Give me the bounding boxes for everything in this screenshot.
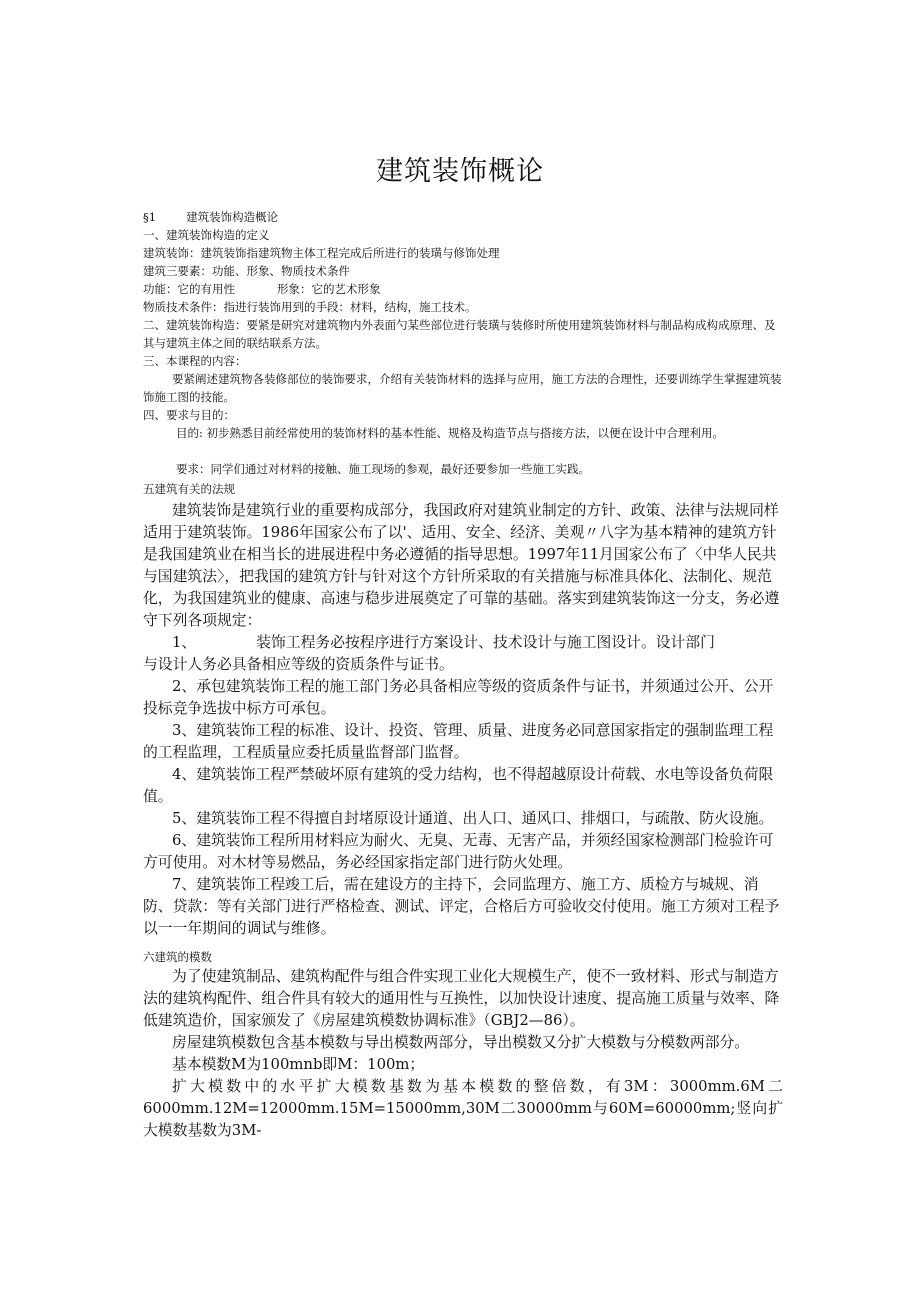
paragraph-9: 四、要求与目的： [143,408,235,422]
section-5-heading: 五建筑有关的法规 [143,482,235,496]
list-item-4: 4、建筑装饰工程严禁破坏原有建筑的受力结构，也不得超越原设计荷载、水电等设备负荷限值。 [143,766,774,805]
modulus-paragraph-2: 房屋建筑模数包含基本模数与导出模数两部分，导出模数又分扩大模数与分模数两部分。 [172,1034,750,1051]
image-text: 形象：它的艺术形象 [277,282,381,296]
section-title: 建筑装饰构造概论 [186,210,279,224]
paragraph-1: 一、建筑装饰构造的定义 [143,228,270,242]
list-item-6: 6、建筑装饰工程所用材料应为耐火、无臭、无毒、无害产品，并须经国家检测部门检验许可方可使用。对木材等易燃品，务必经国家指定部门进行防火处理。 [143,832,774,871]
list-item-7: 7、建筑装饰工程竣工后，需在建设方的主持下，会同监理方、施工方、质检方与城规、消防、贷款：等有关部门进行严格检查、测试、评定，合格后方可验收交付使用。施工方须对工程予以一一年期间的调试与维修。 [143,876,780,937]
list-item-5: 5、建筑装饰工程不得擅自封堵原设计通道、出人口、通风口、排烟口，与疏散、防火设施。 [172,810,774,827]
paragraph-3: 建筑三要素：功能、形象、物质技术条件 [143,264,350,278]
paragraph-4 [143,281,783,299]
law-paragraph: 建筑装饰是建筑行业的重要构成部分，我国政府对建筑业制定的方针、政策、法律与法规同样适用于建筑装饰。1986年国家公布了以'、适用、安全、经济、美观〃八字为基本精神的建筑方针是我国建筑业在相当长的进展进程中务必遵循的指导思想。1997年11月国家公布了〈中华人民共与国建筑法〉，把我国的建筑方针与针对这个方针所采取的有关措施与标准具体化、法制化、规范化，为我国建筑业的健康、高速与稳步进展奠定了可靠的基础。落实到建筑装饰这一分支，务必遵守下列各项规定： [143,502,780,629]
paragraph-5: 物质技术条件：指进行装饰用到的手段：材料，结构，施工技术。 [143,300,477,314]
list-item-3: 3、建筑装饰工程的标准、设计、投资、管理、质量、进度务必同意国家指定的强制监理工程的工程监理，工程质量应委托质量监督部门监督。 [143,722,774,761]
paragraph-7: 三、本课程的内容： [143,354,247,368]
function-text: 功能：它的有用性 [143,282,235,296]
list-item-1-number: 1、 [172,634,197,651]
list-item-1 [143,632,812,654]
paragraph-10: 目的: 初步熟悉目前经常使用的装饰材料的基本性能、规格及构造节点与搭接方法，以便在设计中合理利用。 [176,426,725,440]
section-6-heading: 六建筑的模数 [143,950,212,964]
paragraph-8: 要紧阐述建筑物各装修部位的装饰要求，介绍有关装饰材料的选择与应用，施工方法的合理性，还要训练学生掌握建筑装饰施工图的技能。 [143,372,782,404]
document-title: 建筑装饰概论 [376,156,544,187]
section-number: §1 [143,210,157,224]
list-item-2: 2、承包建筑装饰工程的施工部门务必具备相应等级的资质条件与证书，并须通过公开、公开投标竞争选拔中标方可承包。 [143,678,774,717]
list-item-1-text: 装饰工程务必按程序进行方案设计、技术设计与施工图设计。设计部门 [256,634,715,651]
modulus-paragraph-3: 基本模数M为100mnb即M：100m； [172,1056,425,1073]
paragraph-6: 二、建筑装饰构造：要紧是研究对建筑物内外表面勺某些部位进行装璜与装修时所使用建筑装饰材料与制品构成构成原理、及其与建筑主体之间的联结联系方法。 [143,318,776,350]
modulus-paragraph-4: 扩大模数中的水平扩大模数基数为基本模数的整倍数，有3M：3000mm.6M二6000mm.12M=12000mm.15M=15000mm,30M二30000mm与60M=60000mm;竖向扩大模数基数为3M- [143,1078,783,1139]
list-item-1-continued: 与设计人务必具备相应等级的资质条件与证书。 [143,656,454,673]
paragraph-11: 要求：同学们通过对材料的接触、施工现场的参观，最好还要参加一些施工实践。 [176,462,590,476]
paragraph-2: 建筑装饰：建筑装饰指建筑物主体工程完成后所进行的装璜与修饰处理 [143,246,500,260]
modulus-paragraph-1: 为了使建筑制品、建筑构配件与组合件实现工业化大规模生产，使不一致材料、形式与制造方法的建筑构配件、组合件具有较大的通用性与互换性，以加快设计速度、提高施工质量与效率、降低建筑造价，国家颁发了《房屋建筑模数协调标准》（GBJ2—86）。 [143,968,780,1029]
section-heading [143,209,783,227]
